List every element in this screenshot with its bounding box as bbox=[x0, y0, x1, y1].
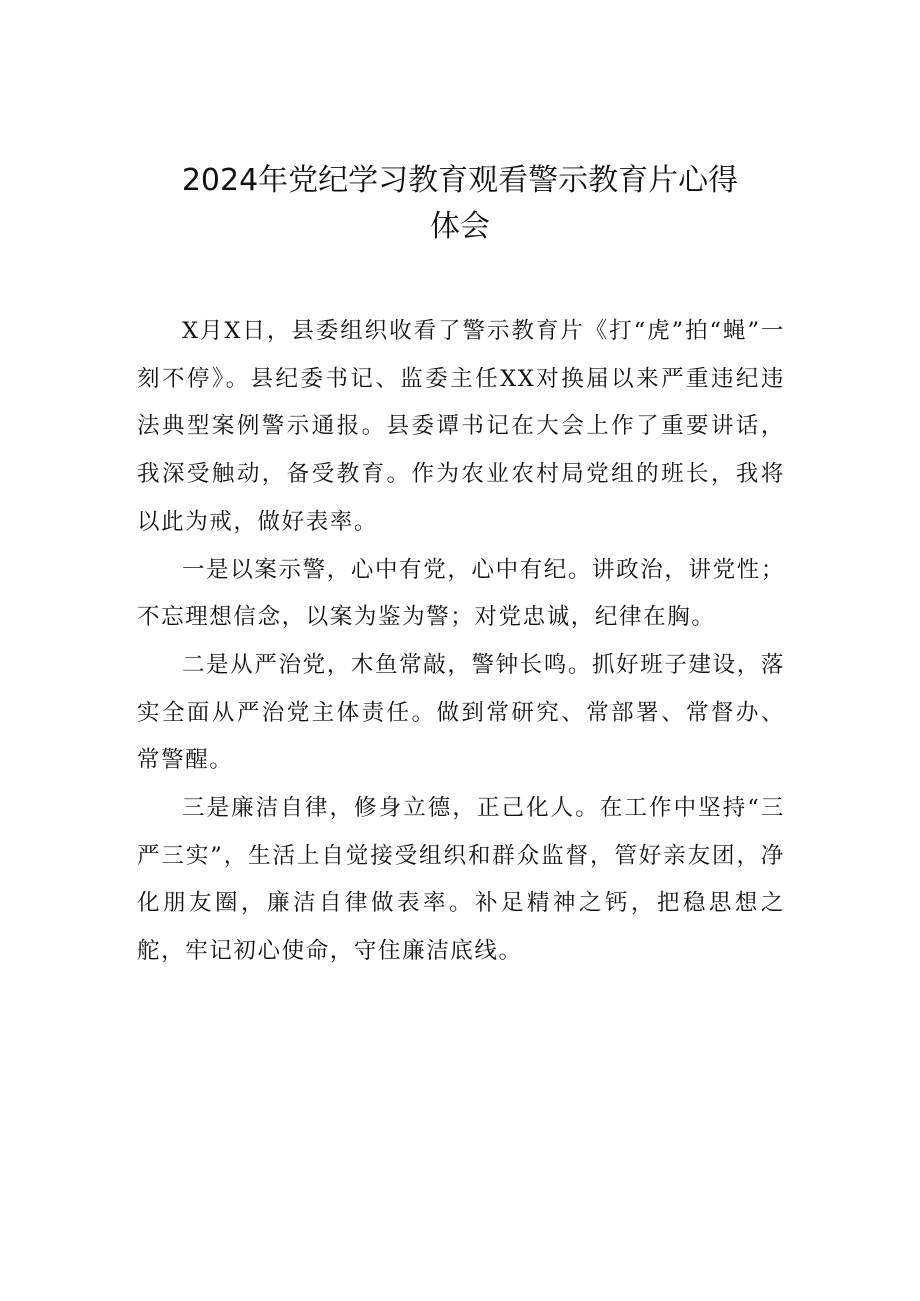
title-line-1: 2024年党纪学习教育观看警示教育片心得 bbox=[181, 163, 739, 198]
paragraph-point-3: 三是廉洁自律，修身立德，正己化人。在工作中坚持“三严三实”，生活上自觉接受组织和群众监督，管好亲友团，净化朋友圈，廉洁自律做表率。补足精神之钙，把稳思想之舵，牢记初心使命，守住廉洁底线。 bbox=[137, 795, 785, 965]
document-title bbox=[140, 158, 780, 250]
paragraph-point-2: 二是从严治党，木鱼常敲，警钟长鸣。抓好班子建设，落实全面从严治党主体责任。做到常研究、常部署、常督办、常警醒。 bbox=[137, 651, 785, 774]
document-body bbox=[137, 308, 785, 976]
paragraph-point-1: 一是以案示警，心中有党，心中有纪。讲政治，讲党性；不忘理想信念，以案为鉴为警；对党忠诚，纪律在胸。 bbox=[137, 556, 785, 631]
paragraph-intro: X月X日，县委组织收看了警示教育片《打“虎”拍“蝇”一刻不停》。县纪委书记、监委主任XX对换届以来严重违纪违法典型案例警示通报。县委谭书记在大会上作了重要讲话，我深受触动，备受教育。作为农业农村局党组的班长，我将以此为戒，做好表率。 bbox=[137, 318, 785, 535]
title-line-2: 体会 bbox=[430, 209, 490, 244]
